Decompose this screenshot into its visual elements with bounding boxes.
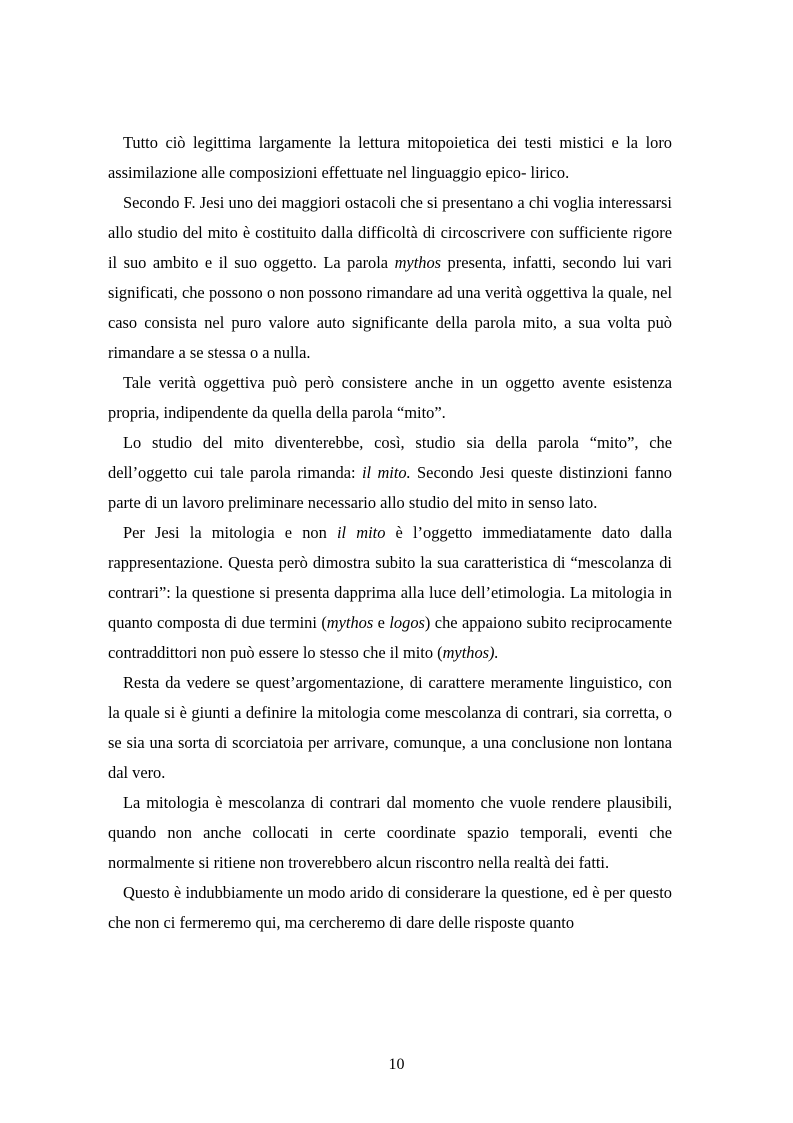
paragraph-2 xyxy=(108,188,672,368)
paragraph-3 xyxy=(108,368,672,428)
text-run: Secondo F. Jesi uno dei maggiori ostacoli che si presentano a chi voglia interessarsi allo studio del mito è costituito dalla difficoltà di circoscrivere con sufficiente rigore il suo ambito e il suo oggetto. La parola xyxy=(108,193,672,272)
text-run: presenta, infatti, secondo lui vari significati, che possono o non possono rimandare ad una verità oggettiva la quale, nel caso consista nel puro valore auto significante della parola mito, a sua volta può rimandare a se stessa o a nulla. xyxy=(108,253,672,362)
paragraph-1 xyxy=(108,128,672,188)
italic-term-mythos: mythos xyxy=(326,613,374,632)
text-run: Resta da vedere se quest’argomentazione, di carattere meramente linguistico, con la quale si è giunti a definire la mitologia come mescolanza di contrari, sia corretta, o se sia una sorta di scorciatoia per arrivare, comunque, a una conclusione non lontana dal vero. xyxy=(108,673,672,782)
text-run: Tutto ciò legittima largamente la lettura mitopoietica dei testi mistici e la loro assimilazione alle composizioni effettuate nel linguaggio epico- lirico. xyxy=(108,133,672,182)
paragraph-8 xyxy=(108,878,672,938)
page-body xyxy=(108,128,672,938)
text-run: Secondo Jesi queste distinzioni fanno parte di un lavoro preliminare necessario allo studio del mito in senso lato. xyxy=(108,463,672,512)
text-run: Tale verità oggettiva può però consistere anche in un oggetto avente esistenza propria, indipendente da quella della parola “mito”. xyxy=(108,373,672,422)
italic-term-mythos: mythos). xyxy=(442,643,499,662)
text-run: ) che appaiono subito reciprocamente contraddittori non può essere lo stesso che il mito ( xyxy=(108,613,672,662)
text-run: e xyxy=(373,613,390,632)
text-run: Lo studio del mito diventerebbe, così, studio sia della parola “mito”, che dell’oggetto cui tale parola rimanda: xyxy=(108,433,672,482)
page-number: 10 xyxy=(388,1056,405,1073)
italic-term-il-mito: il mito. xyxy=(361,463,411,482)
text-run: è l’oggetto immediatamente dato dalla rappresentazione. Questa però dimostra subito la sua caratteristica di “mescolanza di contrari”: la questione si presenta dapprima alla luce dell’etimologia. La mitologia in quanto composta di due termini ( xyxy=(108,523,672,632)
paragraph-6 xyxy=(108,668,672,788)
italic-term-il-mito: il mito xyxy=(336,523,386,542)
text-run: Questo è indubbiamente un modo arido di considerare la questione, ed è per questo che non ci fermeremo qui, ma cercheremo di dare delle risposte quanto xyxy=(108,883,672,932)
italic-term-logos: logos xyxy=(389,613,425,632)
paragraph-7 xyxy=(108,788,672,878)
text-run: Per Jesi la mitologia e non xyxy=(123,523,337,542)
paragraph-4 xyxy=(108,428,672,518)
paragraph-5 xyxy=(108,518,672,668)
italic-term-mythos: mythos xyxy=(394,253,442,272)
text-run: La mitologia è mescolanza di contrari dal momento che vuole rendere plausibili, quando non anche collocati in certe coordinate spazio temporali, eventi che normalmente si ritiene non troverebbero alcun riscontro nella realtà dei fatti. xyxy=(108,793,672,872)
